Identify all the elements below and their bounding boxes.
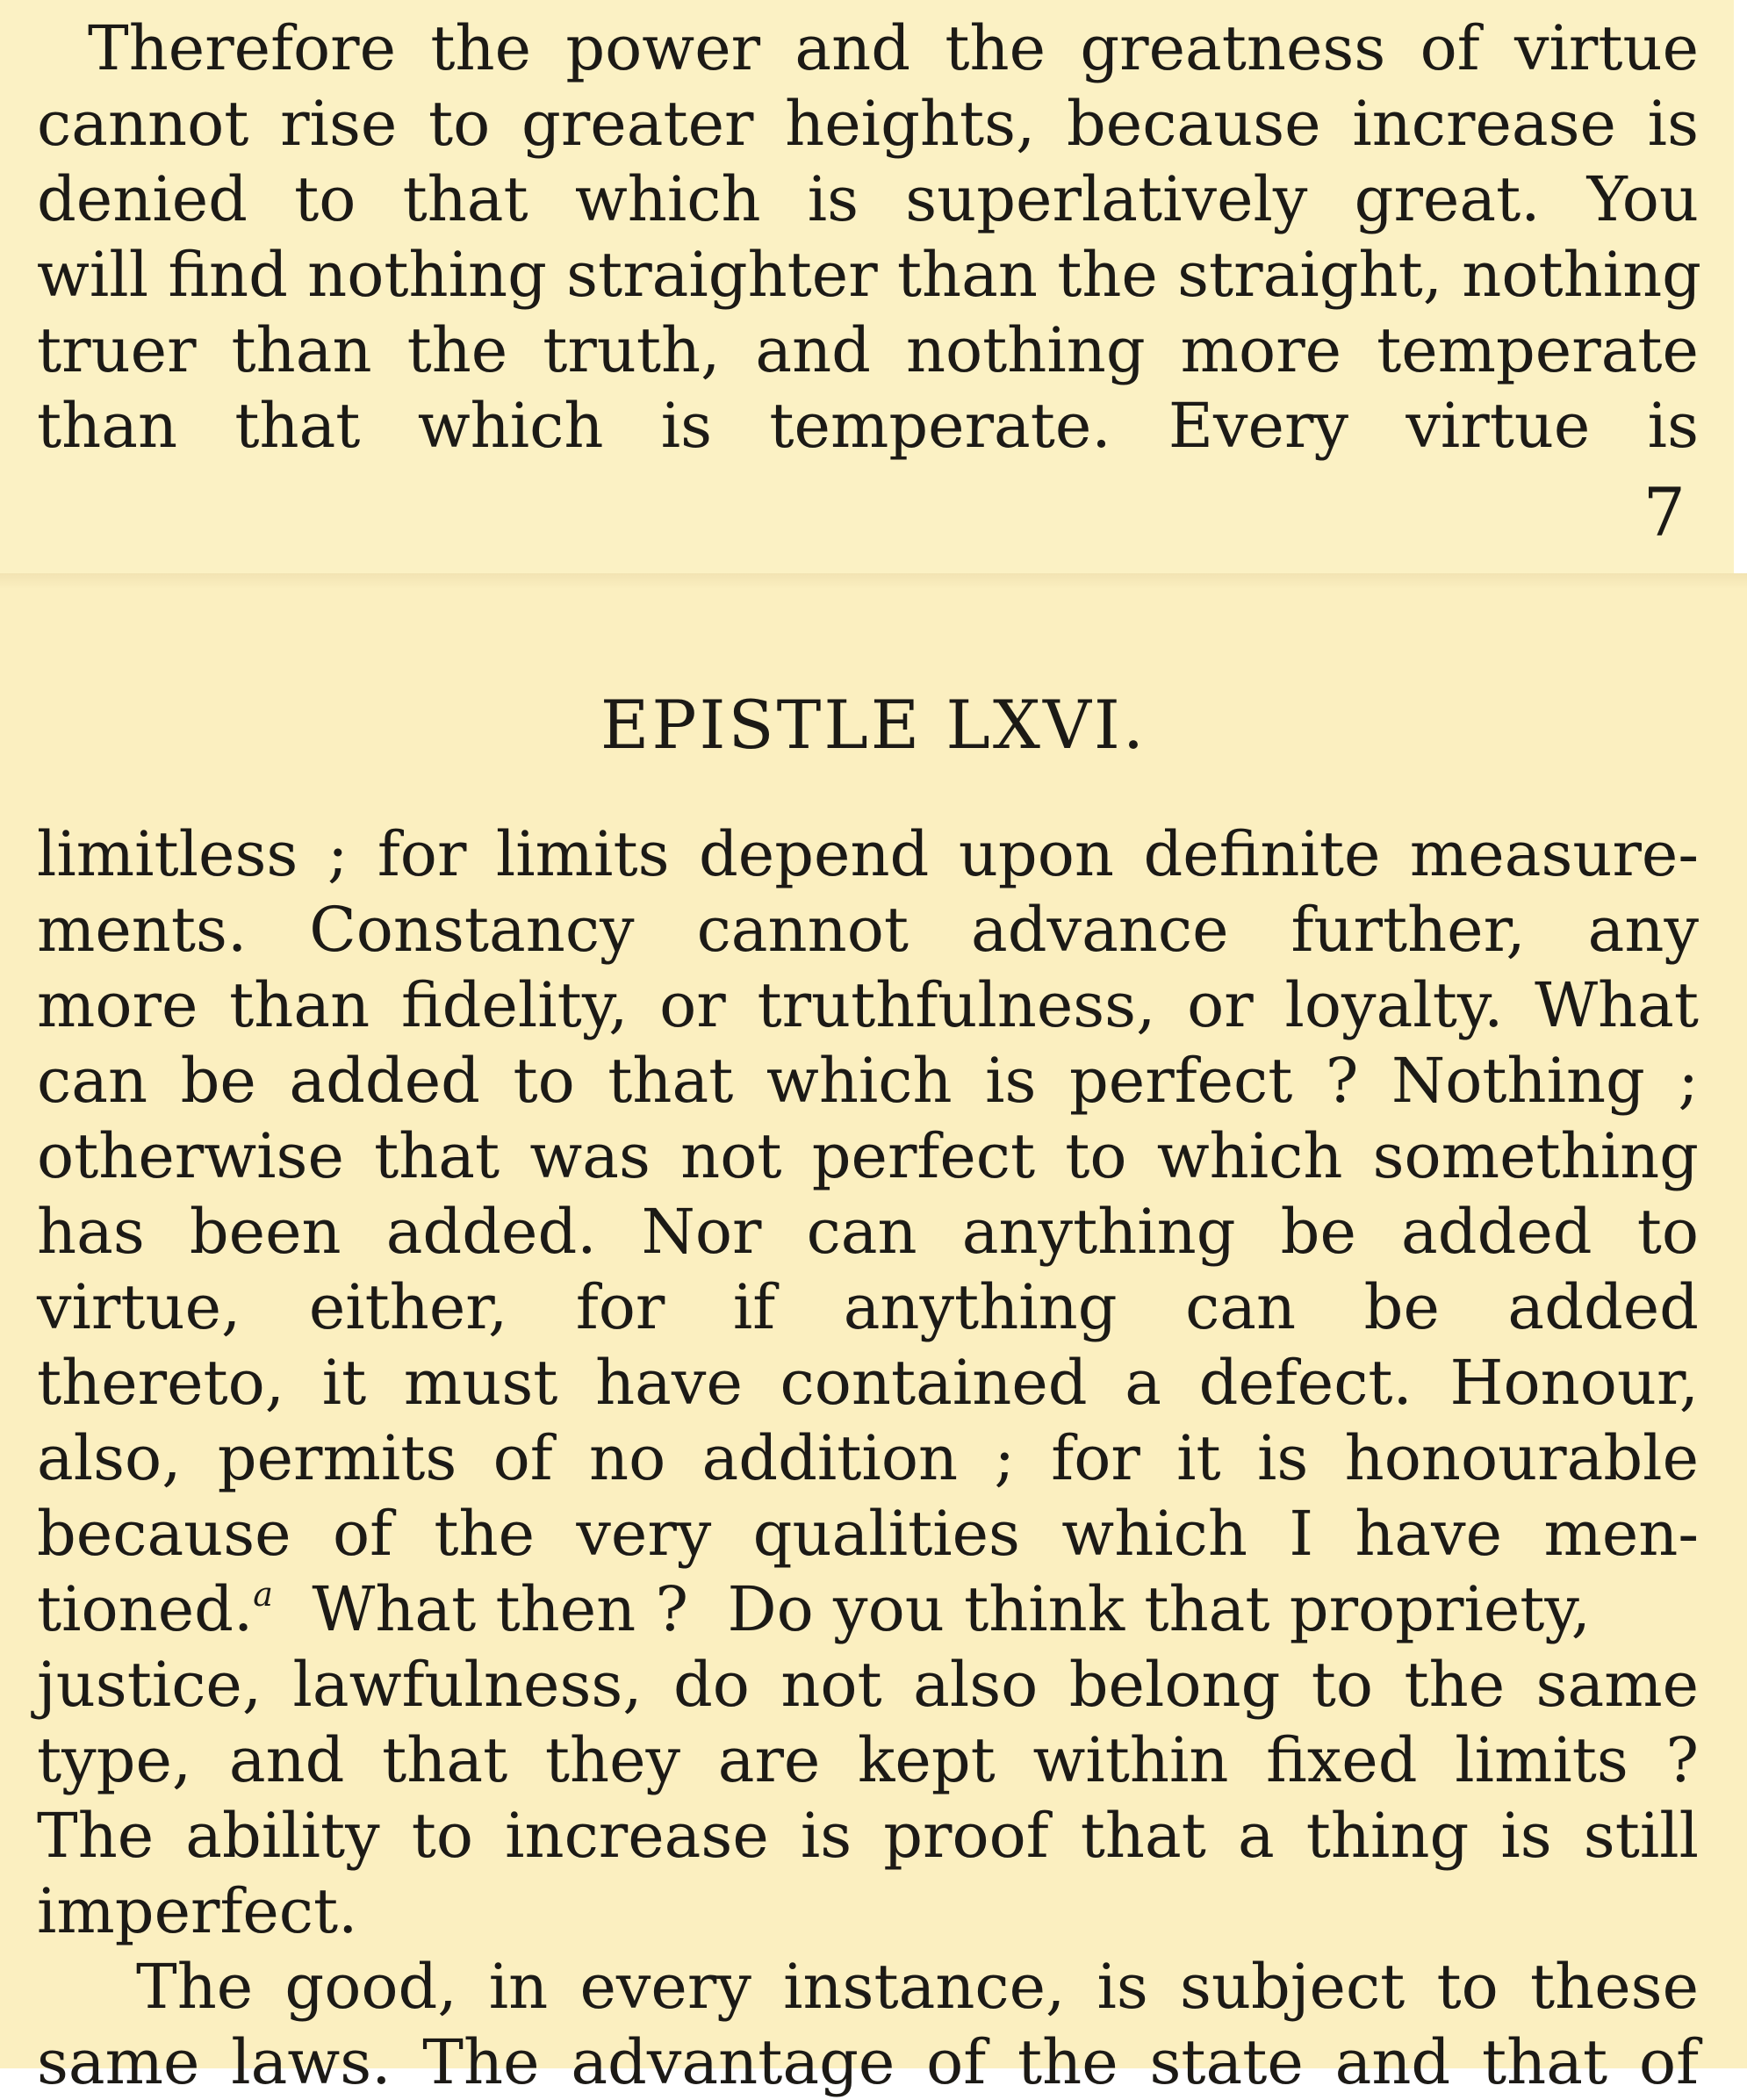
upper-page-fragment: [0, 0, 1734, 573]
epistle-heading: EPISTLE LXVI.: [600, 686, 1147, 764]
text-line: type, and that they are kept within fixed limits ?: [37, 1724, 1699, 1796]
text-line: limitless ; for limits depend upon definite measure-: [37, 818, 1699, 890]
text-line: cannot rise to greater heights, because increase is: [37, 88, 1699, 160]
text-line: than that which is temperate. Every virtue is: [37, 390, 1699, 462]
text-line: Therefore the power and the greatness of virtue: [88, 12, 1699, 84]
text-line: also, permits of no addition ; for it is honourable: [37, 1422, 1699, 1494]
text-line: more than fidelity, or truthfulness, or loyalty. What: [37, 969, 1699, 1041]
page-number: 7: [1643, 473, 1686, 551]
text-line: can be added to that which is perfect ? Nothing ;: [37, 1045, 1699, 1117]
text-line: virtue, either, for if anything can be added: [37, 1271, 1699, 1343]
text-line: thereto, it must have contained a defect. Honour,: [37, 1347, 1699, 1419]
footnote-marker: a: [253, 1575, 273, 1614]
text-line-with-footnote: [37, 1571, 1699, 1647]
text-line: otherwise that was not perfect to which something: [37, 1120, 1699, 1192]
text-line: denied to that which is superlatively great. You: [37, 163, 1699, 235]
text-line: The good, in every instance, is subject to these: [136, 1951, 1699, 2023]
line-start: tioned.: [37, 1573, 254, 1645]
text-line: The ability to increase is proof that a thing is still: [37, 1800, 1699, 1872]
text-line: ments. Constancy cannot advance further, any: [37, 894, 1699, 966]
line-rest: What then ? Do you think that propriety,: [272, 1573, 1591, 1645]
text-line: imperfect.: [37, 1875, 358, 1947]
text-line: because of the very qualities which I have men-: [37, 1498, 1699, 1570]
text-line: same laws. The advantage of the state and that of: [37, 2026, 1699, 2098]
text-line: will find nothing straighter than the straight, nothing: [37, 239, 1701, 311]
text-line: justice, lawfulness, do not also belong to the same: [37, 1649, 1699, 1721]
text-line: has been added. Nor can anything be added to: [37, 1196, 1699, 1268]
text-line: truer than the truth, and nothing more temperate: [37, 314, 1699, 386]
